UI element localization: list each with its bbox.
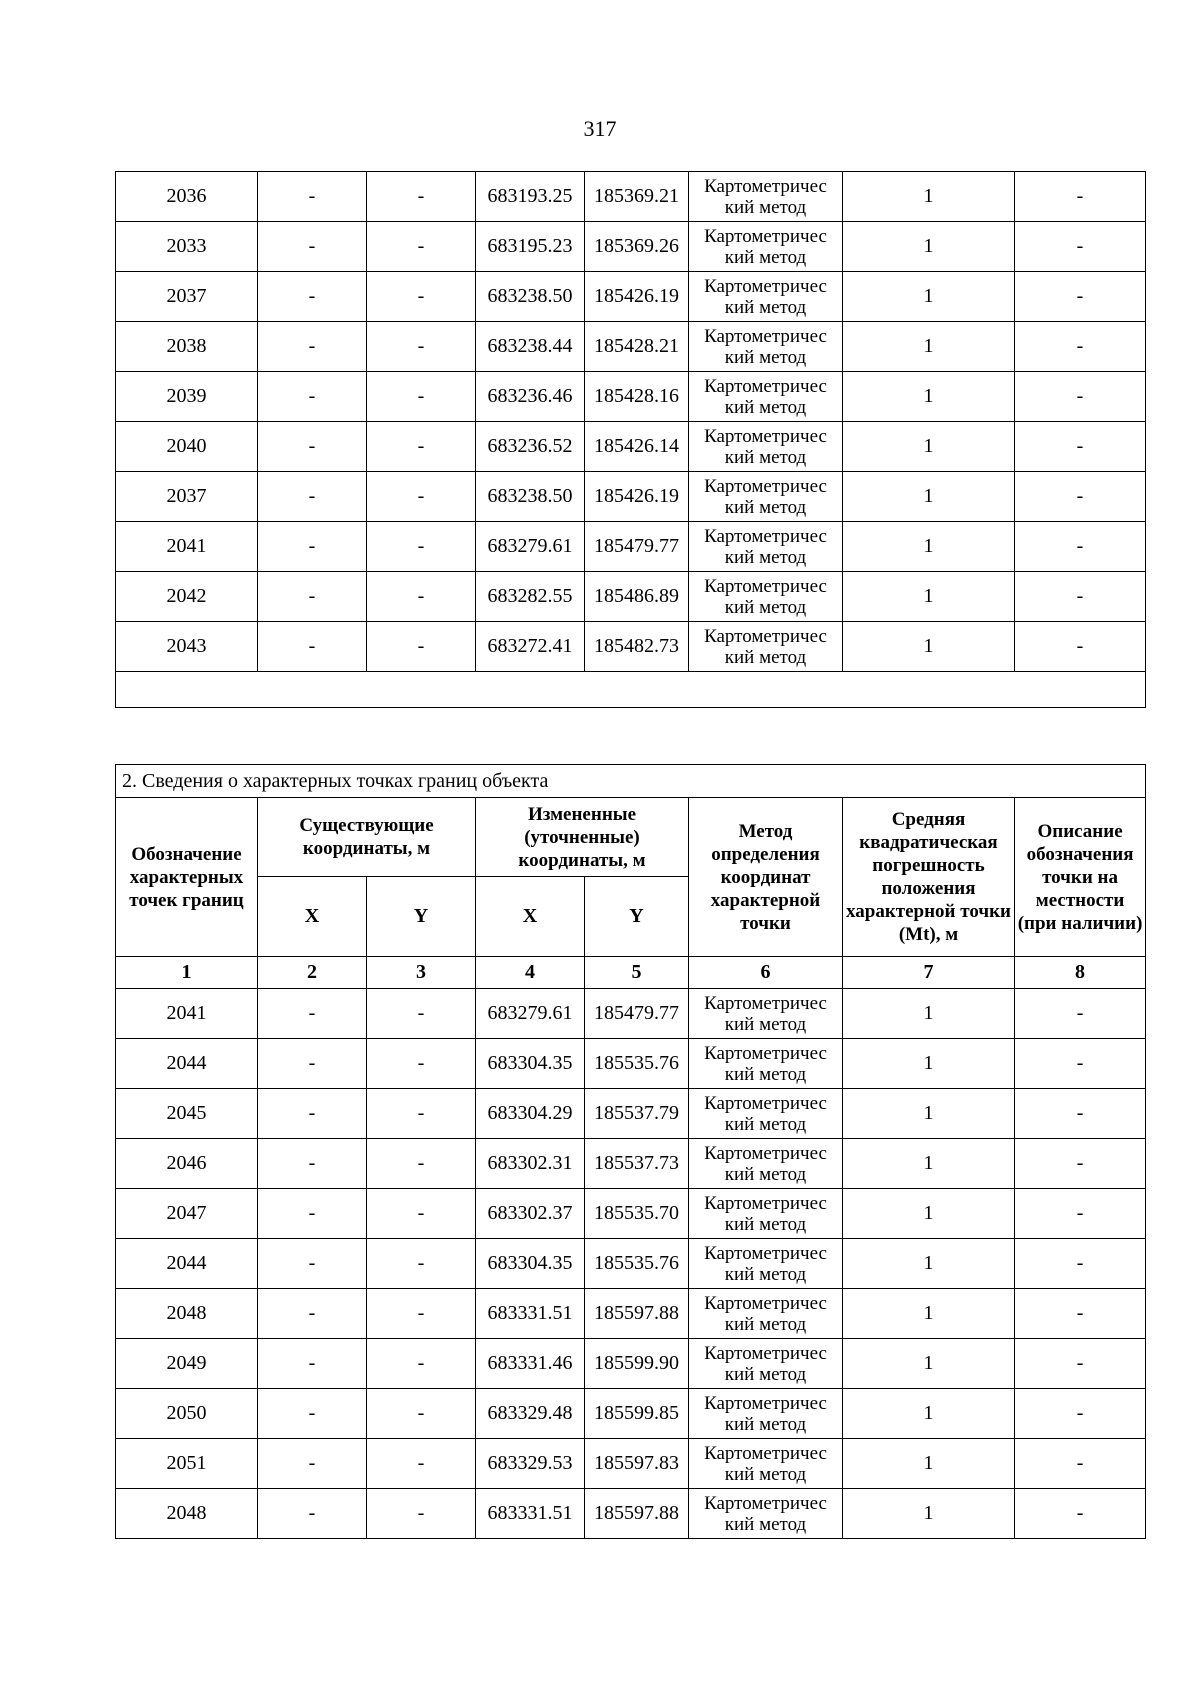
description-cell: - (1015, 572, 1146, 622)
y-cell: 185479.77 (585, 522, 689, 572)
existing-y-cell: - (367, 1289, 476, 1339)
column-number: 6 (689, 957, 843, 989)
y-cell: 185482.73 (585, 622, 689, 672)
y-cell: 185597.88 (585, 1489, 689, 1539)
table-row (116, 622, 1146, 672)
x-cell: 683279.61 (476, 522, 585, 572)
description-cell: - (1015, 989, 1146, 1039)
description-cell: - (1015, 1189, 1146, 1239)
table-row (116, 1239, 1146, 1289)
column-number: 4 (476, 957, 585, 989)
y-cell: 185426.19 (585, 472, 689, 522)
description-cell: - (1015, 1239, 1146, 1289)
column-number: 1 (116, 957, 258, 989)
header-existing-x: X (258, 877, 367, 957)
description-cell: - (1015, 1039, 1146, 1089)
table-row (116, 322, 1146, 372)
header-changed-y: Y (585, 877, 689, 957)
existing-x-cell: - (258, 989, 367, 1039)
existing-y-cell: - (367, 1489, 476, 1539)
table-row (116, 372, 1146, 422)
existing-y-cell: - (367, 522, 476, 572)
existing-x-cell: - (258, 1439, 367, 1489)
x-cell: 683282.55 (476, 572, 585, 622)
existing-y-cell: - (367, 572, 476, 622)
existing-x-cell: - (258, 172, 367, 222)
x-cell: 683236.52 (476, 422, 585, 472)
table-row (116, 1139, 1146, 1189)
column-number: 2 (258, 957, 367, 989)
description-cell: - (1015, 172, 1146, 222)
table-row (116, 472, 1146, 522)
x-cell: 683236.46 (476, 372, 585, 422)
error-cell: 1 (843, 572, 1015, 622)
method-cell: Картометричес кий метод (689, 472, 843, 522)
error-cell: 1 (843, 1139, 1015, 1189)
error-cell: 1 (843, 1389, 1015, 1439)
y-cell: 185599.90 (585, 1339, 689, 1389)
error-cell: 1 (843, 1339, 1015, 1389)
existing-x-cell: - (258, 1139, 367, 1189)
description-cell: - (1015, 522, 1146, 572)
y-cell: 185599.85 (585, 1389, 689, 1439)
x-cell: 683329.48 (476, 1389, 585, 1439)
existing-y-cell: - (367, 1039, 476, 1089)
table-row (116, 422, 1146, 472)
column-numbers-row (116, 957, 1146, 989)
x-cell: 683193.25 (476, 172, 585, 222)
table-row (116, 1039, 1146, 1089)
x-cell: 683331.51 (476, 1489, 585, 1539)
point-cell: 2050 (116, 1389, 258, 1439)
x-cell: 683331.51 (476, 1289, 585, 1339)
existing-y-cell: - (367, 1189, 476, 1239)
method-cell: Картометричес кий метод (689, 522, 843, 572)
existing-y-cell: - (367, 1089, 476, 1139)
existing-x-cell: - (258, 372, 367, 422)
x-cell: 683238.50 (476, 272, 585, 322)
error-cell: 1 (843, 422, 1015, 472)
y-cell: 185597.83 (585, 1439, 689, 1489)
error-cell: 1 (843, 222, 1015, 272)
existing-y-cell: - (367, 372, 476, 422)
error-cell: 1 (843, 622, 1015, 672)
header-method: Метод определения координат характерной точки (689, 798, 843, 957)
description-cell: - (1015, 372, 1146, 422)
x-cell: 683238.44 (476, 322, 585, 372)
column-number: 7 (843, 957, 1015, 989)
point-cell: 2048 (116, 1289, 258, 1339)
table-row (116, 1189, 1146, 1239)
method-cell: Картометричес кий метод (689, 622, 843, 672)
header-changed-x: X (476, 877, 585, 957)
y-cell: 185535.70 (585, 1189, 689, 1239)
method-cell: Картометричес кий метод (689, 1089, 843, 1139)
existing-x-cell: - (258, 1189, 367, 1239)
y-cell: 185537.73 (585, 1139, 689, 1189)
method-cell: Картометричес кий метод (689, 1389, 843, 1439)
point-cell: 2044 (116, 1239, 258, 1289)
existing-x-cell: - (258, 622, 367, 672)
method-cell: Картометричес кий метод (689, 1189, 843, 1239)
column-number: 3 (367, 957, 476, 989)
table-row (116, 572, 1146, 622)
point-cell: 2047 (116, 1189, 258, 1239)
description-cell: - (1015, 1439, 1146, 1489)
description-cell: - (1015, 1139, 1146, 1189)
point-cell: 2037 (116, 272, 258, 322)
error-cell: 1 (843, 522, 1015, 572)
point-cell: 2048 (116, 1489, 258, 1539)
y-cell: 185535.76 (585, 1039, 689, 1089)
y-cell: 185479.77 (585, 989, 689, 1039)
method-cell: Картометричес кий метод (689, 1239, 843, 1289)
description-cell: - (1015, 272, 1146, 322)
x-cell: 683329.53 (476, 1439, 585, 1489)
description-cell: - (1015, 1089, 1146, 1139)
y-cell: 185486.89 (585, 572, 689, 622)
existing-y-cell: - (367, 422, 476, 472)
existing-y-cell: - (367, 322, 476, 372)
description-cell: - (1015, 622, 1146, 672)
description-cell: - (1015, 322, 1146, 372)
x-cell: 683238.50 (476, 472, 585, 522)
header-existing-coords: Существующие координаты, м (258, 798, 476, 877)
table-caption: 2. Сведения о характерных точках границ объекта (116, 765, 1146, 798)
existing-y-cell: - (367, 1339, 476, 1389)
x-cell: 683304.35 (476, 1239, 585, 1289)
method-cell: Картометричес кий метод (689, 989, 843, 1039)
error-cell: 1 (843, 372, 1015, 422)
method-cell: Картометричес кий метод (689, 572, 843, 622)
existing-x-cell: - (258, 1489, 367, 1539)
existing-y-cell: - (367, 172, 476, 222)
table-row (116, 1439, 1146, 1489)
method-cell: Картометричес кий метод (689, 1139, 843, 1189)
point-cell: 2049 (116, 1339, 258, 1389)
point-cell: 2043 (116, 622, 258, 672)
empty-row (116, 672, 1146, 708)
description-cell: - (1015, 422, 1146, 472)
error-cell: 1 (843, 1239, 1015, 1289)
y-cell: 185535.76 (585, 1239, 689, 1289)
y-cell: 185428.21 (585, 322, 689, 372)
point-cell: 2041 (116, 989, 258, 1039)
column-number: 5 (585, 957, 689, 989)
existing-x-cell: - (258, 322, 367, 372)
method-cell: Картометричес кий метод (689, 222, 843, 272)
boundary-points-table-continued (115, 171, 1146, 708)
x-cell: 683331.46 (476, 1339, 585, 1389)
point-cell: 2041 (116, 522, 258, 572)
point-cell: 2045 (116, 1089, 258, 1139)
point-cell: 2039 (116, 372, 258, 422)
table-row (116, 989, 1146, 1039)
error-cell: 1 (843, 1089, 1015, 1139)
existing-x-cell: - (258, 1039, 367, 1089)
table-row (116, 172, 1146, 222)
existing-x-cell: - (258, 1389, 367, 1439)
header-error: Средняя квадратическая погрешность положения характерной точки (Mt), м (843, 798, 1015, 957)
table-row (116, 1489, 1146, 1539)
table-row (116, 1339, 1146, 1389)
point-cell: 2042 (116, 572, 258, 622)
existing-y-cell: - (367, 622, 476, 672)
method-cell: Картометричес кий метод (689, 272, 843, 322)
method-cell: Картометричес кий метод (689, 1339, 843, 1389)
description-cell: - (1015, 1489, 1146, 1539)
existing-y-cell: - (367, 1139, 476, 1189)
y-cell: 185369.21 (585, 172, 689, 222)
x-cell: 683279.61 (476, 989, 585, 1039)
point-cell: 2040 (116, 422, 258, 472)
y-cell: 185426.19 (585, 272, 689, 322)
header-changed-coords: Измененные (уточненные) координаты, м (476, 798, 689, 877)
description-cell: - (1015, 1339, 1146, 1389)
error-cell: 1 (843, 172, 1015, 222)
point-cell: 2044 (116, 1039, 258, 1089)
error-cell: 1 (843, 1189, 1015, 1239)
table-row (116, 1089, 1146, 1139)
point-cell: 2051 (116, 1439, 258, 1489)
existing-x-cell: - (258, 522, 367, 572)
error-cell: 1 (843, 472, 1015, 522)
error-cell: 1 (843, 1289, 1015, 1339)
x-cell: 683195.23 (476, 222, 585, 272)
existing-y-cell: - (367, 1439, 476, 1489)
existing-y-cell: - (367, 1239, 476, 1289)
point-cell: 2046 (116, 1139, 258, 1189)
existing-x-cell: - (258, 1289, 367, 1339)
empty-cell (116, 672, 1146, 708)
existing-y-cell: - (367, 989, 476, 1039)
method-cell: Картометричес кий метод (689, 1289, 843, 1339)
header-existing-y: Y (367, 877, 476, 957)
error-cell: 1 (843, 989, 1015, 1039)
existing-x-cell: - (258, 472, 367, 522)
header-point: Обозначение характерных точек границ (116, 798, 258, 957)
y-cell: 185426.14 (585, 422, 689, 472)
error-cell: 1 (843, 1439, 1015, 1489)
table-row (116, 222, 1146, 272)
method-cell: Картометричес кий метод (689, 372, 843, 422)
method-cell: Картометричес кий метод (689, 422, 843, 472)
existing-y-cell: - (367, 272, 476, 322)
table-row (116, 1289, 1146, 1339)
table-row (116, 522, 1146, 572)
description-cell: - (1015, 1289, 1146, 1339)
error-cell: 1 (843, 1039, 1015, 1089)
y-cell: 185597.88 (585, 1289, 689, 1339)
existing-x-cell: - (258, 222, 367, 272)
header-description: Описание обозначения точки на местности (при наличии) (1015, 798, 1146, 957)
y-cell: 185428.16 (585, 372, 689, 422)
method-cell: Картометричес кий метод (689, 322, 843, 372)
method-cell: Картометричес кий метод (689, 172, 843, 222)
point-cell: 2038 (116, 322, 258, 372)
y-cell: 185369.26 (585, 222, 689, 272)
table-row (116, 1389, 1146, 1439)
x-cell: 683302.31 (476, 1139, 585, 1189)
table-row (116, 272, 1146, 322)
boundary-points-table (115, 764, 1146, 1539)
description-cell: - (1015, 1389, 1146, 1439)
error-cell: 1 (843, 322, 1015, 372)
x-cell: 683302.37 (476, 1189, 585, 1239)
description-cell: - (1015, 222, 1146, 272)
x-cell: 683304.35 (476, 1039, 585, 1089)
method-cell: Картометричес кий метод (689, 1039, 843, 1089)
point-cell: 2033 (116, 222, 258, 272)
page-number: 317 (583, 116, 617, 141)
error-cell: 1 (843, 272, 1015, 322)
x-cell: 683304.29 (476, 1089, 585, 1139)
existing-y-cell: - (367, 222, 476, 272)
existing-x-cell: - (258, 1089, 367, 1139)
existing-x-cell: - (258, 422, 367, 472)
point-cell: 2037 (116, 472, 258, 522)
x-cell: 683272.41 (476, 622, 585, 672)
error-cell: 1 (843, 1489, 1015, 1539)
existing-y-cell: - (367, 1389, 476, 1439)
existing-x-cell: - (258, 272, 367, 322)
method-cell: Картометричес кий метод (689, 1439, 843, 1489)
column-number: 8 (1015, 957, 1146, 989)
method-cell: Картометричес кий метод (689, 1489, 843, 1539)
description-cell: - (1015, 472, 1146, 522)
existing-x-cell: - (258, 1339, 367, 1389)
existing-y-cell: - (367, 472, 476, 522)
existing-x-cell: - (258, 1239, 367, 1289)
point-cell: 2036 (116, 172, 258, 222)
y-cell: 185537.79 (585, 1089, 689, 1139)
existing-x-cell: - (258, 572, 367, 622)
